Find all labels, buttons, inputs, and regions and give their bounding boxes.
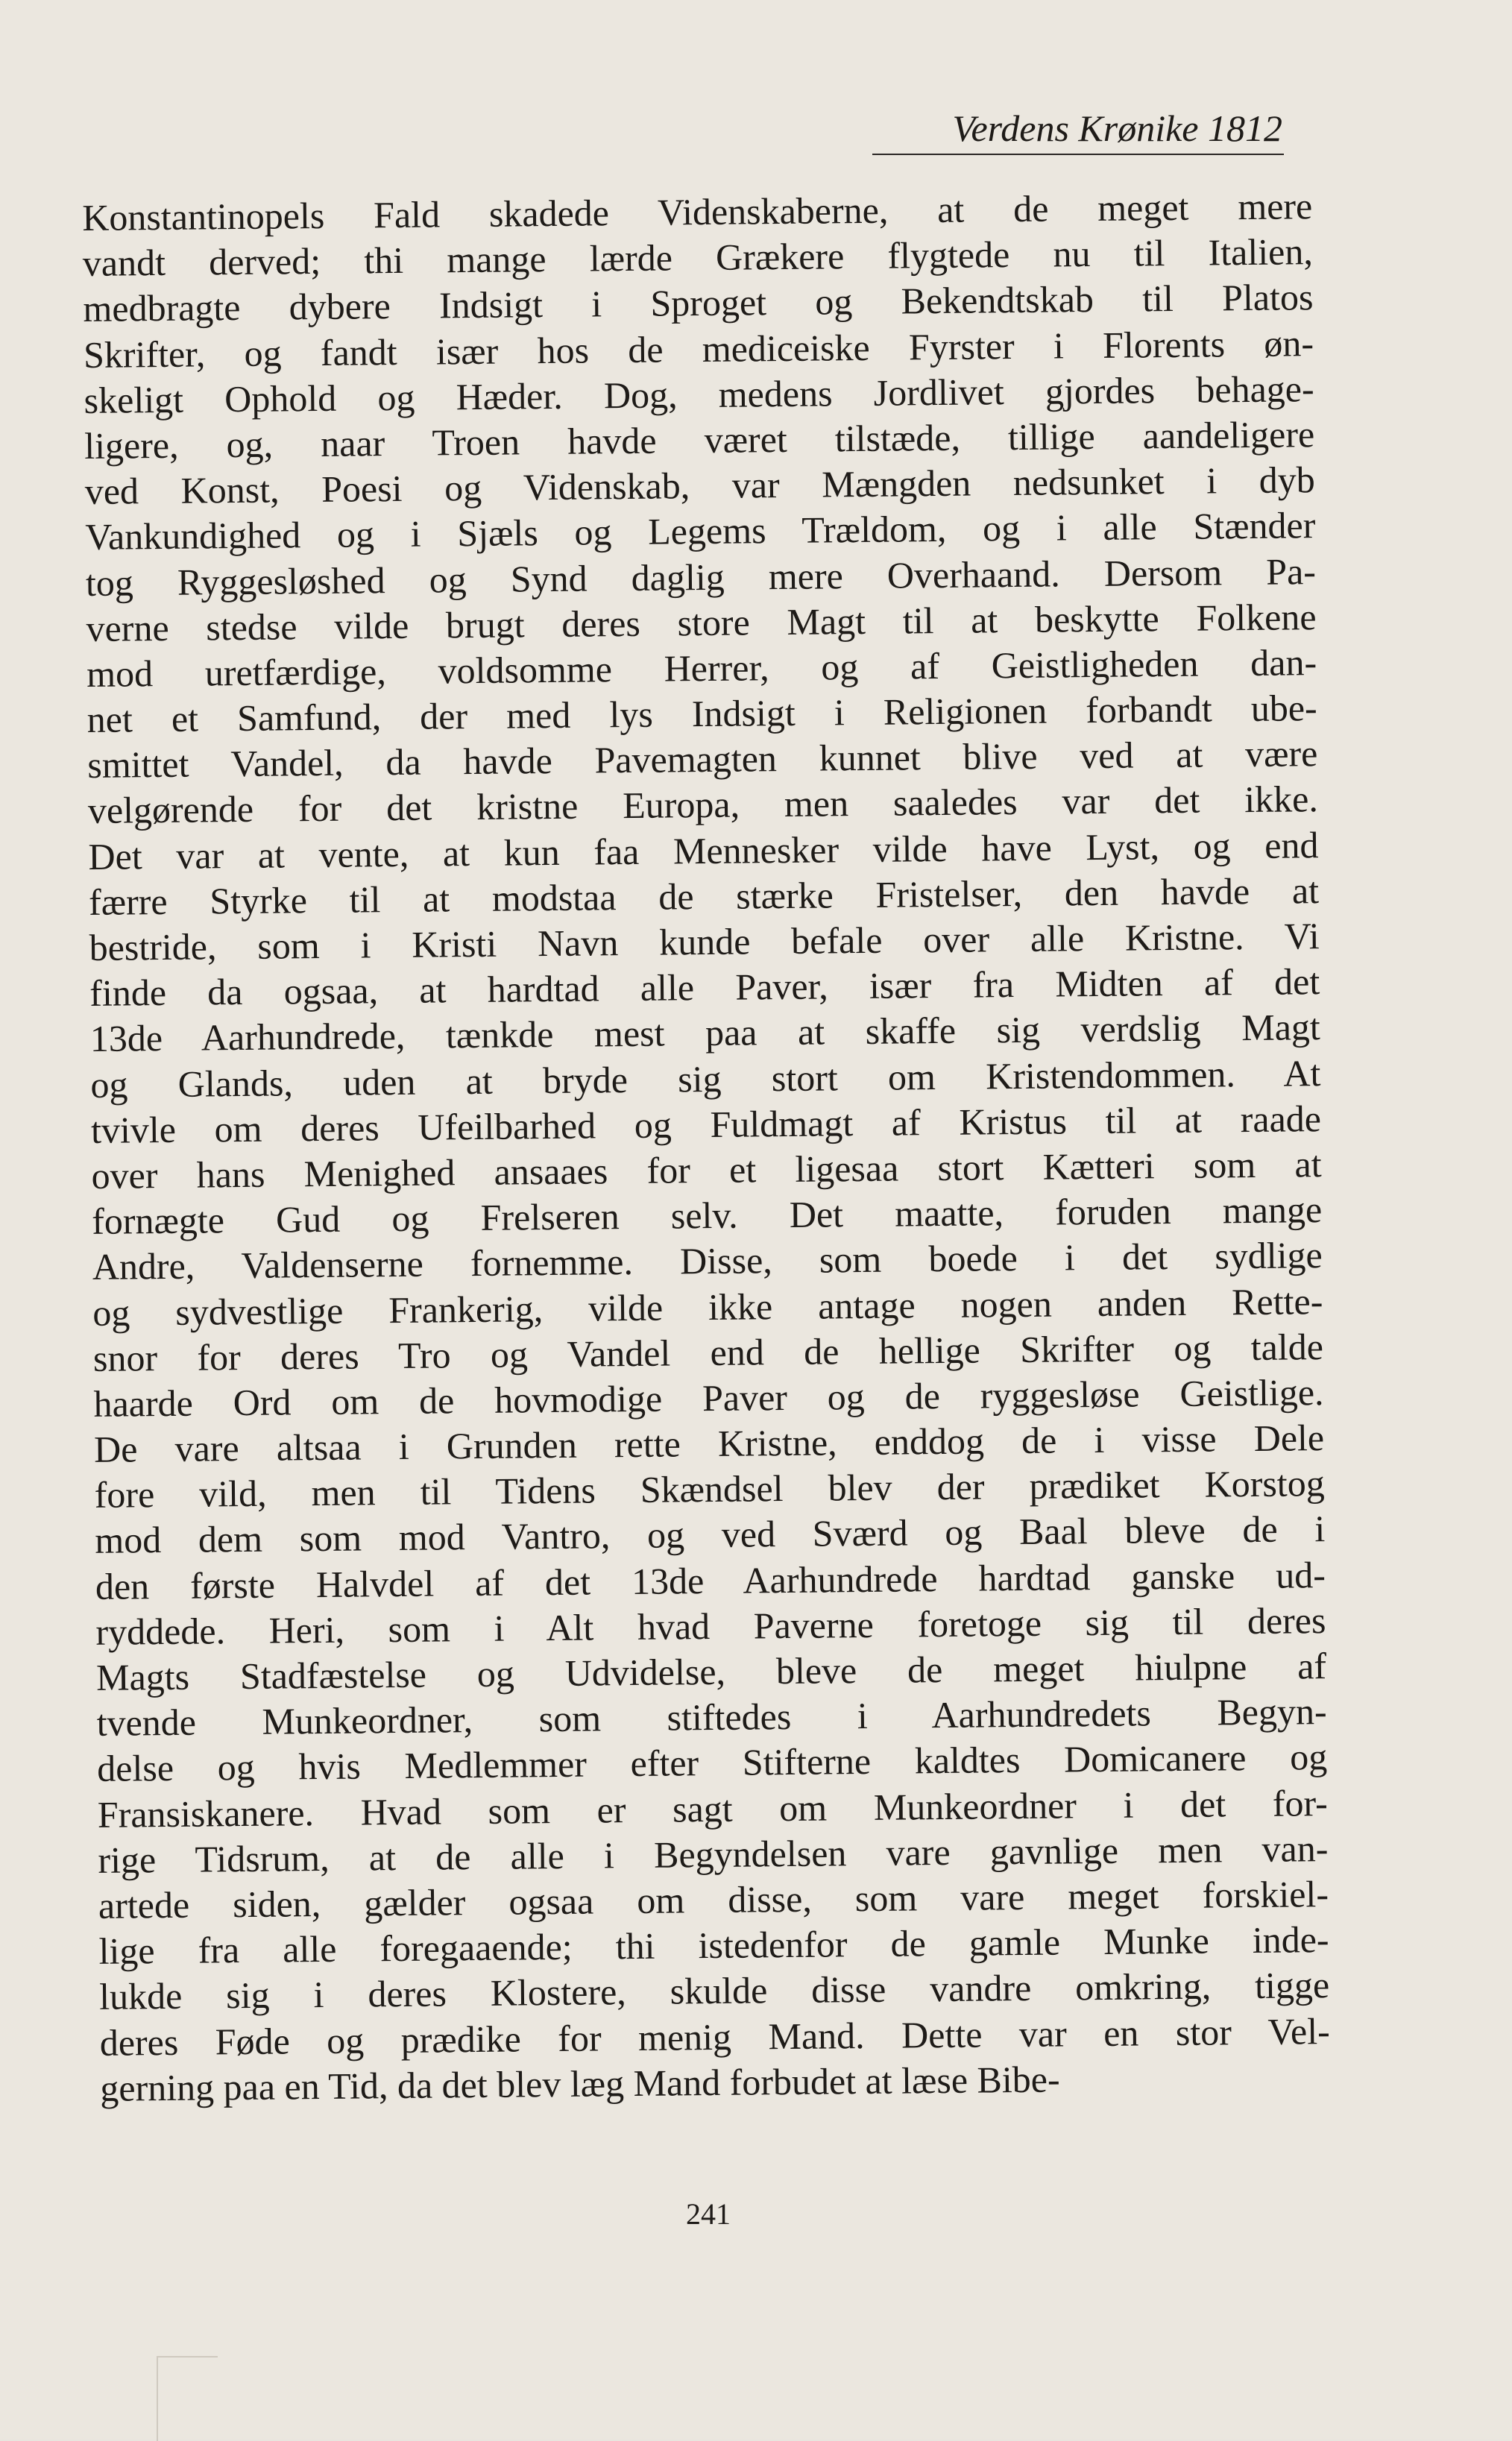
text-line: den første Halvdel af det 13de Aarhundrede hardtad ganske ud- — [95, 1553, 1326, 1607]
scan-edge-mark — [157, 2356, 218, 2441]
text-line: deres Føde og prædike for menig Mand. Dette var en stor Vel- — [99, 2009, 1330, 2064]
text-line: snor for deres Tro og Vandel end de hellige Skrifter og talde — [92, 1325, 1324, 1379]
text-line: ligere, og, naar Troen havde været tilstæde, tillige aandeligere — [84, 413, 1315, 467]
text-line: Andre, Valdenserne fornemme. Disse, som boede i det sydlige — [92, 1234, 1323, 1288]
text-line: rige Tidsrum, at de alle i Begyndelsen vare gavnlige men van- — [98, 1827, 1329, 1881]
text-line: vandt derved; thi mange lærde Grækere flygtede nu til Italien, — [82, 230, 1314, 285]
text-line: smittet Vandel, da havde Pavemagten kunnet blive ved at være — [87, 732, 1318, 787]
text-line: finde da ogsaa, at hardtad alle Paver, især fra Midten af det — [89, 960, 1320, 1015]
text-line: over hans Menighed ansaaes for et ligesaa stort Kætteri som at — [91, 1143, 1322, 1197]
text-line: 13de Aarhundrede, tænkde mest paa at skaffe sig verdslig Magt — [89, 1006, 1321, 1060]
text-line: tog Ryggesløshed og Synd daglig mere Overhaand. Dersom Pa- — [85, 549, 1317, 604]
text-line: bestride, som i Kristi Navn kunde befale over alle Kristne. Vi — [89, 915, 1320, 968]
body-text — [82, 183, 1331, 2111]
text-line: mod dem som mod Vantro, og ved Sværd og Baal bleve de i — [95, 1508, 1326, 1562]
text-line: velgørende for det kristne Europa, men saaledes var det ikke. — [87, 778, 1319, 832]
text-line: og sydvestlige Frankerig, vilde ikke antage nogen anden Rette- — [92, 1279, 1323, 1334]
text-line: mod uretfærdige, voldsomme Herrer, og af Geistligheden dan- — [86, 641, 1317, 695]
text-line: Konstantinopels Fald skadede Videnskaberne, at de meget mere — [82, 185, 1313, 239]
text-line: artede siden, gælder ogsaa om disse, som vare meget forskiel- — [98, 1872, 1329, 1927]
text-line: fore vild, men til Tidens Skændsel blev der prædiket Korstog — [94, 1462, 1325, 1516]
text-line: Magts Stadfæstelse og Udvidelse, bleve de meget hiulpne af — [95, 1645, 1327, 1698]
text-line: ryddede. Heri, som i Alt hvad Paverne foretoge sig til deres — [95, 1599, 1326, 1653]
text-line: lukde sig i deres Klostere, skulde disse vandre omkring, tigge — [98, 1964, 1330, 2018]
text-line: skeligt Ophold og Hæder. Dog, medens Jordlivet gjordes behage- — [84, 367, 1314, 421]
text-line: tvivle om deres Ufeilbarhed og Fuldmagt af Kristus til at raade — [90, 1097, 1322, 1151]
page-number: 241 — [686, 2197, 731, 2231]
text-line: net et Samfund, der med lys Indsigt i Religionen forbandt ube- — [86, 687, 1317, 741]
text-line: medbragte dybere Indsigt i Sproget og Bekendtskab til Platos — [83, 276, 1314, 330]
text-line: De vare altsaa i Grunden rette Kristne, enddog de i visse Dele — [93, 1417, 1325, 1470]
text-line: ved Konst, Poesi og Videnskab, var Mængden nedsunket i dyb — [84, 459, 1316, 513]
text-line: tvende Munkeordner, som stiftedes i Aarhundredets Begyn- — [96, 1690, 1327, 1745]
text-line: haarde Ord om de hovmodige Paver og de ryggesløse Geistlige. — [93, 1370, 1324, 1425]
running-header: Verdens Krønike 1812 — [952, 107, 1282, 149]
text-line: færre Styrke til at modstaa de stærke Fristelser, den havde at — [88, 869, 1320, 923]
text-line: gerning paa en Tid, da det blev læg Mand forbudet at læse Bibe- — [100, 2058, 1060, 2109]
text-line: verne stedse vilde brugt deres store Magt til at beskytte Folkene — [86, 595, 1317, 649]
text-line: Skrifter, og fandt især hos de mediceiske Fyrster i Florents øn- — [83, 321, 1314, 376]
text-line: Fransiskanere. Hvad som er sagt om Munkeordner i det for- — [97, 1781, 1329, 1836]
text-line: delse og hvis Medlemmer efter Stifterne kaldtes Domicanere og — [96, 1736, 1328, 1790]
text-line: fornægte Gud og Frelseren selv. Det maatte, foruden mange — [91, 1188, 1323, 1243]
text-line: og Glands, uden at bryde sig stort om Kristendommen. At — [90, 1051, 1321, 1106]
text-line: lige fra alle foregaaende; thi istedenfor de gamle Munke inde- — [98, 1918, 1329, 1973]
text-line: Det var at vente, at kun faa Mennesker vilde have Lyst, og end — [88, 823, 1319, 878]
text-line: Vankundighed og i Sjæls og Legems Trældom, og i alle Stænder — [85, 504, 1316, 558]
header-rule — [872, 154, 1284, 155]
